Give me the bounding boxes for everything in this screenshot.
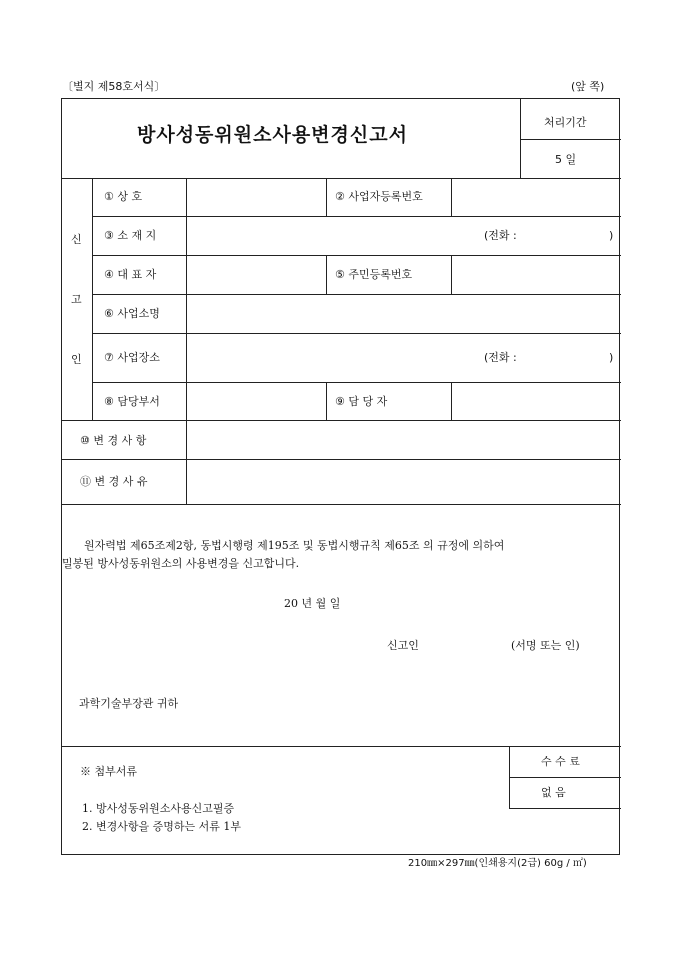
row-divider: [92, 294, 621, 295]
department-label: ⑧ 담당부서: [104, 395, 160, 408]
cell-border: [326, 382, 327, 420]
phone-label: (전화 :: [484, 229, 517, 242]
label-border: [186, 178, 187, 504]
fee-divider: [509, 777, 621, 778]
report-date: 20 년 월 일: [284, 597, 341, 610]
representative-label: ④ 대 표 자: [104, 268, 157, 281]
row-divider: [62, 420, 621, 421]
form-number: 〔별지 제58호서식〕: [62, 80, 166, 93]
section-border: [92, 178, 93, 420]
row-divider: [92, 255, 621, 256]
statement-line: 밀봉된 방사성동위원소의 사용변경을 신고합니다.: [62, 557, 300, 570]
address-label: ③ 소 재 지: [104, 229, 157, 242]
attachments-header: ※ 첨부서류: [80, 765, 138, 778]
row-divider: [92, 382, 621, 383]
section-char: 고: [71, 293, 82, 306]
signature-label: (서명 또는 인): [511, 639, 580, 652]
fee-border: [509, 746, 510, 808]
cell-border: [326, 178, 327, 216]
processing-period-label: 처리기간: [544, 116, 587, 129]
processing-period-value: 5 일: [555, 153, 577, 166]
statement-line: 원자력법 제65조제2항, 동법시행령 제195조 및 동법시행규칙 제65조 의 규정에 의하여: [84, 539, 505, 552]
processing-border: [520, 99, 521, 178]
section-char: 인: [71, 353, 82, 366]
fee-value: 없 음: [541, 786, 566, 799]
row-divider: [62, 459, 621, 460]
business-place-label: ⑦ 사업장소: [104, 351, 160, 364]
cell-border: [451, 382, 452, 420]
row-divider: [92, 333, 621, 334]
row-divider: [92, 216, 621, 217]
phone-close: ): [609, 229, 614, 242]
cell-border: [326, 255, 327, 294]
cell-border: [451, 178, 452, 216]
addressee: 과학기술부장관 귀하: [79, 697, 179, 710]
section-char: 신: [71, 233, 82, 246]
business-number-label: ② 사업자등록번호: [335, 190, 423, 203]
change-items-label: ⑩ 변 경 사 항: [80, 434, 147, 447]
processing-divider: [520, 139, 621, 140]
change-reason-label: ⑪ 변 경 사 유: [80, 475, 148, 488]
applicant-label: 신고인: [387, 639, 419, 652]
company-name-label: ① 상 호: [104, 190, 143, 203]
resident-number-label: ⑤ 주민등록번호: [335, 268, 413, 281]
row-divider: [62, 504, 621, 505]
fee-label: 수 수 료: [541, 755, 580, 768]
row-divider: [62, 746, 621, 747]
phone-label: (전화 :: [484, 351, 517, 364]
attachment-item: 1. 방사성동위원소사용신고필증: [82, 802, 235, 815]
paper-spec: 210㎜×297㎜(인쇄용지(2급) 60g / ㎡): [408, 858, 587, 869]
manager-label: ⑨ 담 당 자: [335, 395, 388, 408]
phone-close: ): [609, 351, 614, 364]
title-divider: [62, 178, 621, 179]
fee-divider: [509, 808, 621, 809]
cell-border: [451, 255, 452, 294]
page-side: (앞 쪽): [571, 80, 605, 93]
business-name-label: ⑥ 사업소명: [104, 307, 160, 320]
form-title: 방사성동위원소사용변경신고서: [137, 124, 408, 146]
attachment-item: 2. 변경사항을 증명하는 서류 1부: [82, 820, 241, 833]
